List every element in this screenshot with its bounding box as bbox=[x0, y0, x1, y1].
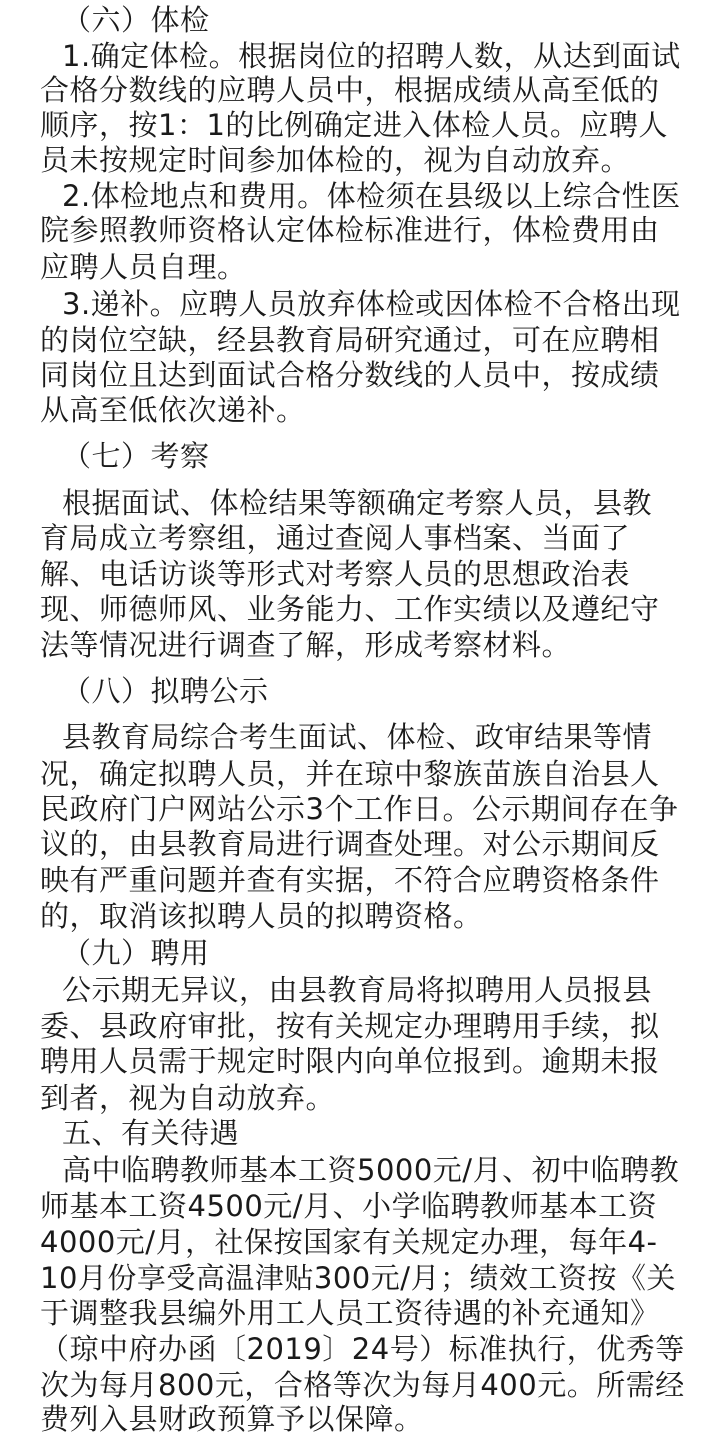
paragraph-line: 应聘人员自理。 bbox=[40, 250, 247, 284]
section-heading-physical-exam: （六）体检 bbox=[62, 3, 210, 37]
paragraph-line: 的岗位空缺，经县教育局研究通过，可在应聘相 bbox=[40, 323, 660, 357]
paragraph-line: 县教育局综合考生面试、体检、政审结果等情 bbox=[62, 720, 653, 754]
paragraph-line: 从高至低依次递补。 bbox=[40, 393, 306, 427]
section-heading-inspection: （七）考察 bbox=[62, 439, 210, 473]
paragraph-line: 合格分数线的应聘人员中，根据成绩从高至低的 bbox=[40, 73, 660, 107]
paragraph-line: 育局成立考察组，通过查阅人事档案、当面了 bbox=[40, 521, 631, 555]
paragraph-line: 委、县政府审批，按有关规定办理聘用手续，拟 bbox=[40, 1009, 660, 1043]
paragraph-line: 2.体检地点和费用。体检须在县级以上综合性医 bbox=[62, 179, 681, 213]
paragraph-line: 况，确定拟聘人员，并在琼中黎族苗族自治县人 bbox=[40, 757, 660, 791]
paragraph-line: 根据面试、体检结果等额确定考察人员，县教 bbox=[62, 486, 653, 520]
paragraph-line: 公示期无异议，由县教育局将拟聘用人员报县 bbox=[62, 973, 653, 1007]
paragraph-line: 到者，视为自动放弃。 bbox=[40, 1081, 336, 1115]
section-heading-employment: （九）聘用 bbox=[62, 936, 210, 970]
paragraph-line: 的，取消该拟聘人员的拟聘资格。 bbox=[40, 899, 483, 933]
paragraph-line: 1.确定体检。根据岗位的招聘人数，从达到面试 bbox=[62, 39, 681, 73]
paragraph-line: 师基本工资4500元/月、小学临聘教师基本工资 bbox=[40, 1189, 658, 1223]
paragraph-line: 聘用人员需于规定时限内向单位报到。逾期未报 bbox=[40, 1044, 660, 1078]
section-heading-benefits: 五、有关待遇 bbox=[62, 1116, 240, 1150]
paragraph-line: 员未按规定时间参加体检的，视为自动放弃。 bbox=[40, 143, 631, 177]
section-heading-publicity: （八）拟聘公示 bbox=[62, 674, 269, 708]
paragraph-line: （琼中府办函〔2019〕24号）标准执行，优秀等 bbox=[40, 1332, 685, 1366]
paragraph-line: 高中临聘教师基本工资5000元/月、初中临聘教 bbox=[62, 1153, 680, 1187]
paragraph-line: 10月份享受高温津贴300元/月；绩效工资按《关 bbox=[40, 1261, 677, 1295]
paragraph-line: 于调整我县编外用工人员工资待遇的补充通知》 bbox=[40, 1296, 660, 1330]
paragraph-line: 议的，由县教育局进行调查处理。对公示期间反 bbox=[40, 827, 660, 861]
paragraph-line: 顺序，按1：1的比例确定进入体检人员。应聘人 bbox=[40, 108, 668, 142]
paragraph-line: 院参照教师资格认定体检标准进行，体检费用由 bbox=[40, 213, 660, 247]
paragraph-line: 4000元/月，社保按国家有关规定办理，每年4- bbox=[40, 1225, 658, 1259]
paragraph-line: 法等情况进行调查了解，形成考察材料。 bbox=[40, 628, 572, 662]
paragraph-line: 次为每月800元，合格等次为每月400元。所需经 bbox=[40, 1368, 685, 1402]
paragraph-line: 费列入县财政预算予以保障。 bbox=[40, 1402, 424, 1436]
paragraph-line: 民政府门户网站公示3个工作日。公示期间存在争 bbox=[40, 792, 679, 826]
paragraph-line: 映有严重问题并查有实据，不符合应聘资格条件 bbox=[40, 863, 660, 897]
paragraph-line: 现、师德师风、业务能力、工作实绩以及遵纪守 bbox=[40, 592, 660, 626]
paragraph-line: 3.递补。应聘人员放弃体检或因体检不合格出现 bbox=[62, 287, 681, 321]
paragraph-line: 解、电话访谈等形式对考察人员的思想政治表 bbox=[40, 557, 631, 591]
paragraph-line: 同岗位且达到面试合格分数线的人员中，按成绩 bbox=[40, 358, 660, 392]
